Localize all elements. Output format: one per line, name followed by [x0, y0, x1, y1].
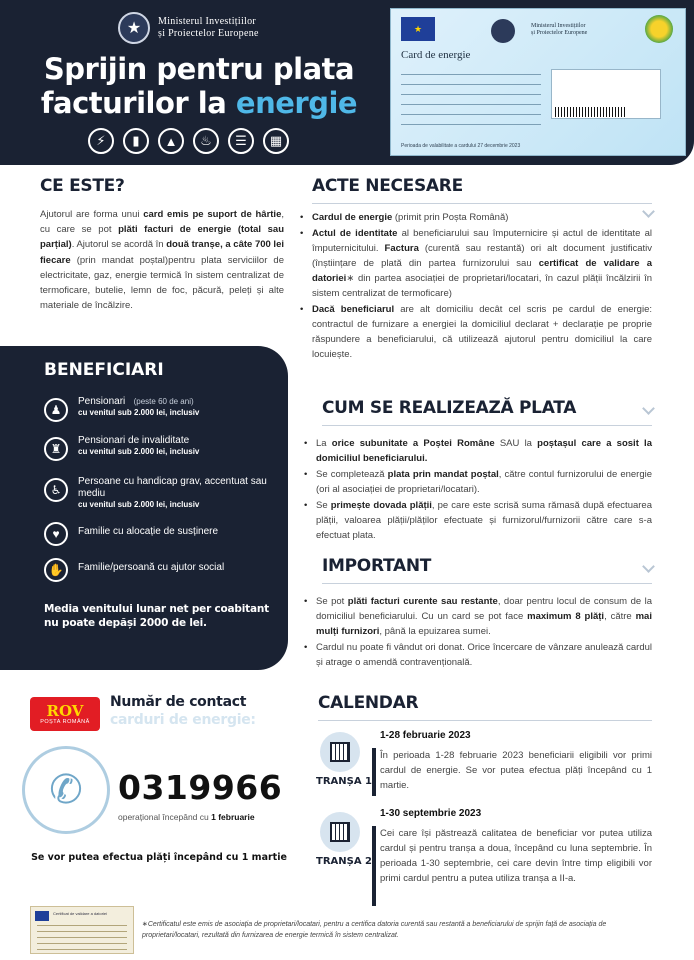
heating-icon: ♨: [193, 128, 219, 154]
important-list: [304, 594, 652, 671]
ce-este-text: Ajutorul are forma unui card emis pe suport de hârtie, cu care se pot plăti facturi de energie (total sau parțial). Ajutorul se acordă în două tranșe, a câte 700 lei fiecare (prin mandat poștal)pentru plata serviciilor de electricitate, gaz, energie termică în sistem centralizat de termoficare, butelie, lemn de foc, păcură, peleți și alte materiale de încălzire.: [40, 209, 284, 312]
payment-start-note: Se vor putea efectua plăți începând cu 1 martie: [31, 852, 287, 863]
energy-card-image: ★ Ministerul Investițiilor și Proiectelor Europene Card de energie Perioada de valabilitate a cardului 27 decembrie 2023: [390, 8, 686, 156]
beneficiary-item: ♿ Persoane cu handicap grav, accentuat sau mediu cu venitul sub 2.000 lei, inclusiv: [44, 476, 282, 510]
phone-icon: ✆: [22, 746, 110, 834]
wheelchair-icon: ♿: [44, 478, 68, 502]
ministry-name-line1: Ministerul Investițiilor: [158, 16, 257, 27]
electricity-icon: ⚡: [88, 128, 114, 154]
calendar-heading: CALENDAR: [318, 693, 419, 713]
cum-se-realizeaza-heading: CUM SE REALIZEAZĂ PLATA: [322, 398, 577, 418]
ministry-name-line2: și Proiectelor Europene: [158, 28, 259, 39]
card-title: Card de energie: [401, 49, 471, 61]
firewood-icon: ☰: [228, 128, 254, 154]
list-item: • Se completează plata prin mandat poștal, către contul furnizorului de energie (ori al asociației de proprietari/locatari).: [304, 467, 652, 497]
calendar-icon: [320, 732, 360, 772]
transa-2-label: TRANȘA 2: [316, 856, 373, 867]
transa-2-text: Cei care își păstrează calitatea de beneficiar vor putea utiliza cardul și pentru tranșa a doua, începând cu luna septembrie. În perioada 1-30 septembrie, cei care devin între timp eligibili vor primi cardul pentru a putea utiliza tranșa a II-a.: [380, 828, 652, 884]
important-heading: IMPORTANT: [322, 556, 432, 576]
footnote-text: ∗Certificatul este emis de asociația de proprietari/locatari, pentru a certifica datoria curentă sau restantă a beneficiarului de sprijin față de asociația de proprietari/locatari, rezultată din furnizarea de energie termică în sistem centralizat.: [142, 921, 607, 939]
program-logo-icon: [645, 15, 673, 43]
certificate-thumbnail: Certificat de validare a datoriei: [30, 906, 134, 954]
calendar-icon: [320, 812, 360, 852]
barcode-icon: [555, 107, 625, 117]
beneficiary-item: ♥ Familie cu alocație de susținere: [44, 520, 218, 546]
header-banner: [0, 0, 694, 165]
transa-1-date: 1-28 februarie 2023: [380, 730, 471, 741]
eu-flag-icon: ★: [401, 17, 435, 41]
flame-icon: ▲: [158, 128, 184, 154]
list-item: • La orice subunitate a Poștei Române SAU la poștașul care a sosit la domiciliul beneficiarului.: [304, 436, 652, 466]
list-item: • Actul de identitate al beneficiarului sau împuternicire și actul de identitate al împuternicitului. Factura (curentă sau restantă) ori alt document justificativ (înștiințare de plată din partea furnizorului sau certificat de validare a datoriei∗ din partea asociației de proprietari/locatari, în cazul plății încălzirii în sistem centralizat de termoficare): [300, 226, 652, 301]
income-note: Media venitului lunar net per coabitant nu poate depăși 2000 de lei.: [44, 603, 269, 629]
acte-list: [300, 210, 652, 363]
contact-title: Număr de contact: [110, 694, 247, 710]
elderly-couple-icon: ♟: [44, 398, 68, 422]
beneficiari-panel: [0, 346, 288, 670]
list-item: • Cardul nu poate fi vândut ori donat. Orice încercare de vânzare anulează cardul și atrage o amendă contravențională.: [304, 640, 652, 670]
beneficiary-item: ♟ Pensionari (peste 60 de ani) cu venitul sub 2.000 lei, inclusiv: [44, 396, 199, 422]
cum-list: [304, 436, 652, 544]
list-item: • Dacă beneficiarul are alt domiciliu decât cel scris pe cardul de energie: contractul de furnizare a energiei la domiciliul declarat + declarație pe proprie răspundere a beneficiarului, că utilizează ajutorul pentru domiciliul la care locuiește.: [300, 302, 652, 362]
invalid-pensioner-icon: ♜: [44, 437, 68, 461]
beneficiary-item: ✋ Familie/persoană cu ajutor social: [44, 556, 224, 582]
ce-este-heading: CE ESTE?: [40, 176, 125, 196]
chevron-down-icon[interactable]: [642, 560, 655, 573]
gas-cylinder-icon: ▮: [123, 128, 149, 154]
acte-necesare-heading: ACTE NECESARE: [312, 176, 463, 196]
phone-number[interactable]: 0319966: [118, 768, 283, 807]
transa-1-text: În perioada 1-28 februarie 2023 beneficiarii eligibili vor primi cardul de energie. Se vor putea efectua plăți începând cu 1 martie.: [380, 750, 652, 791]
page-title: Sprijin pentru plata facturilor la energie: [40, 52, 358, 120]
helping-hand-icon: ✋: [44, 558, 68, 582]
eu-flag-icon: [35, 911, 49, 921]
beneficiari-heading: BENEFICIARI: [44, 360, 164, 380]
list-item: • Se primește dovada plății, pe care este scrisă suma rămasă după efectuarea plății, valoarea plății/plăților efectuate și furnizorul/furnizorii către care s-a efectuat plata.: [304, 498, 652, 543]
card-validity: Perioada de valabilitate a cardului 27 decembrie 2023: [401, 143, 521, 149]
chevron-down-icon[interactable]: [642, 402, 655, 415]
ministry-logo: [118, 12, 259, 44]
transa-2-date: 1-30 septembrie 2023: [380, 808, 482, 819]
radiator-icon: ▦: [263, 128, 289, 154]
operational-note: operațional începând cu 1 februarie: [118, 812, 255, 822]
energy-icons: [88, 128, 289, 154]
beneficiary-item: ♜ Pensionari de invaliditate cu venitul sub 2.000 lei, inclusiv: [44, 435, 199, 461]
transa-1-label: TRANȘA 1: [316, 776, 373, 787]
romania-crest-icon: ★: [118, 12, 150, 44]
list-item: • Cardul de energie (primit prin Poșta Română): [300, 210, 652, 225]
list-item: • Se pot plăti facturi curente sau restante, doar pentru locul de consum de la domiciliul beneficiarului. Cu un card se pot face maximum 8 plăți, către mai mulți furnizori, până la epuizarea sumei.: [304, 594, 652, 639]
government-seal-icon: [491, 19, 515, 43]
contact-subtitle: carduri de energie:: [110, 712, 256, 728]
family-hands-icon: ♥: [44, 522, 68, 546]
posta-romana-logo: ROV POȘTA ROMÂNĂ: [30, 697, 100, 731]
